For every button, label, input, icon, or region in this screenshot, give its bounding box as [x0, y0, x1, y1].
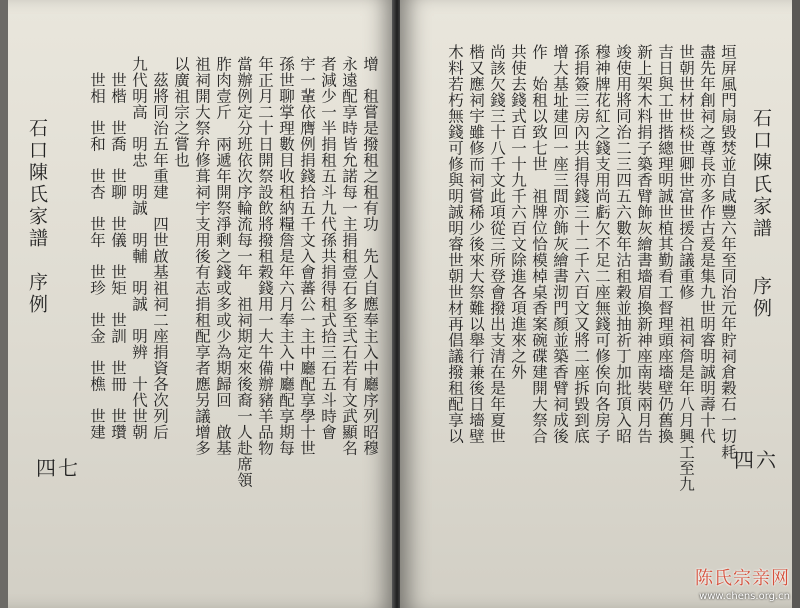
right-text-column: 盡先年創祠之尊長亦多作古爰是集九世明睿明誠明壽十代	[698, 44, 716, 444]
site-watermark	[695, 564, 790, 602]
watermark-site-name: 陈氏宗亲网	[695, 568, 790, 589]
left-text-column: 當辦例定分班依次序輪流每一年 祖祠期定來後裔一人赴席領	[235, 56, 253, 488]
right-page-edge	[792, 0, 800, 608]
right-text-column: 世朝世材世棪世卿世富世援合議重修 祖祠詹是年八月興工至九	[677, 44, 695, 492]
left-text-column: 九代明高 明忠 明誠 明輔 明誠 明辨 十代世朝	[130, 56, 148, 440]
right-text-column: 新上架木料捐子築香臂飾灰繪書墻眉換新神座南裝兩月告	[635, 44, 653, 444]
left-text-column: 者減少一半捐租五斗九代孫共捐得租式拾三石五斗時會	[319, 56, 337, 440]
left-text-column: 以廣祖宗之嘗也	[172, 56, 190, 168]
left-text-column: 祖祠開大祭弁修葺祠宇支用後有志捐租配享者應另議增多	[193, 56, 211, 456]
right-text-column: 竣使用將同治二三四五六數年沽租穀並抽祈丁加批頂入昭	[614, 44, 632, 444]
right-text-column: 楷又應祠宇雖修而祠嘗稀少後來大祭難以舉行兼後日墻壁	[467, 44, 485, 444]
left-text-column: 年正月二十日開祭設飲將撥租穀錢用一大牛備辦豬羊品物	[256, 56, 274, 456]
left-page	[8, 0, 394, 608]
right-text-column: 共使去錢式百一十九千六百文除進各項進來之外	[509, 44, 527, 380]
left-page-header-title: 石口陳氏家譜	[26, 118, 48, 250]
right-page-header-title: 石口陳氏家譜	[750, 108, 772, 240]
right-page-header-section: 序例	[750, 276, 772, 320]
left-text-column: 世相 世和 世杏 世年 世珍 世金 世樵 世建	[88, 56, 106, 440]
left-text-column: 世楷 世喬 世聊 世儀 世矩 世訓 世冊 世瓚	[109, 56, 127, 440]
right-text-column: 木料若朽無錢可修與明誠明睿世朝世材再倡議撥租配享以	[446, 44, 464, 444]
left-text-column: 永遠配享時皆允諾每一主捐租壹石多至弍石若有文武顯名	[340, 56, 358, 456]
right-text-column: 穆神牌花紅之錢支用尚虧欠不足二座無錢可修俟向各房子	[593, 44, 611, 444]
right-text-column: 作 始租以致七世 祖牌位恰模棹桌香案碗碟建開大祭合	[530, 44, 548, 444]
right-text-column: 尚該欠錢三十八千文此項從三所登會撥出支清在是年夏世	[488, 44, 506, 444]
left-page-edge	[0, 0, 8, 608]
left-text-column: 孫世聊掌理數目收租納糧詹是年六月奉主入中廳配享期每	[277, 56, 295, 456]
left-text-column: 茲將同治五年重建 四世啟基祖祠二座捐資各次列后	[151, 56, 169, 440]
right-text-column: 增大基址建回一座三間亦飾灰繪書沏門顏並築香臂祠成後	[551, 44, 569, 444]
right-page	[400, 0, 792, 608]
right-text-column: 吉日與工世揩總理明誠世植其勤看工督理頭座墻壁仍舊換	[656, 44, 674, 444]
left-text-column: 增 租嘗是撥租之租有功 先人自應奉主入中廳序列昭穆	[361, 56, 379, 456]
left-text-column: 宇一輩依膺例捐錢拾五千文入會蕃公一主中廳配享學十世	[298, 56, 316, 456]
right-text-column: 垣屏風門扇毀焚並自咸豐六年至同治元年貯祠倉穀石一切耗	[719, 44, 737, 460]
left-page-header-section: 序例	[26, 272, 48, 316]
left-text-column: 胙肉壹斤 兩遞年開祭淨剩之錢或多或少為期歸回 啟基	[214, 56, 232, 456]
right-text-column: 孫捐簽三房內共捐得錢三十二千六百文又將二座拆毀到底	[572, 44, 590, 444]
watermark-url: www.chens.org.cn	[699, 591, 790, 602]
left-page-number: 四七	[36, 456, 80, 480]
right-page-number: 四六	[734, 448, 778, 472]
